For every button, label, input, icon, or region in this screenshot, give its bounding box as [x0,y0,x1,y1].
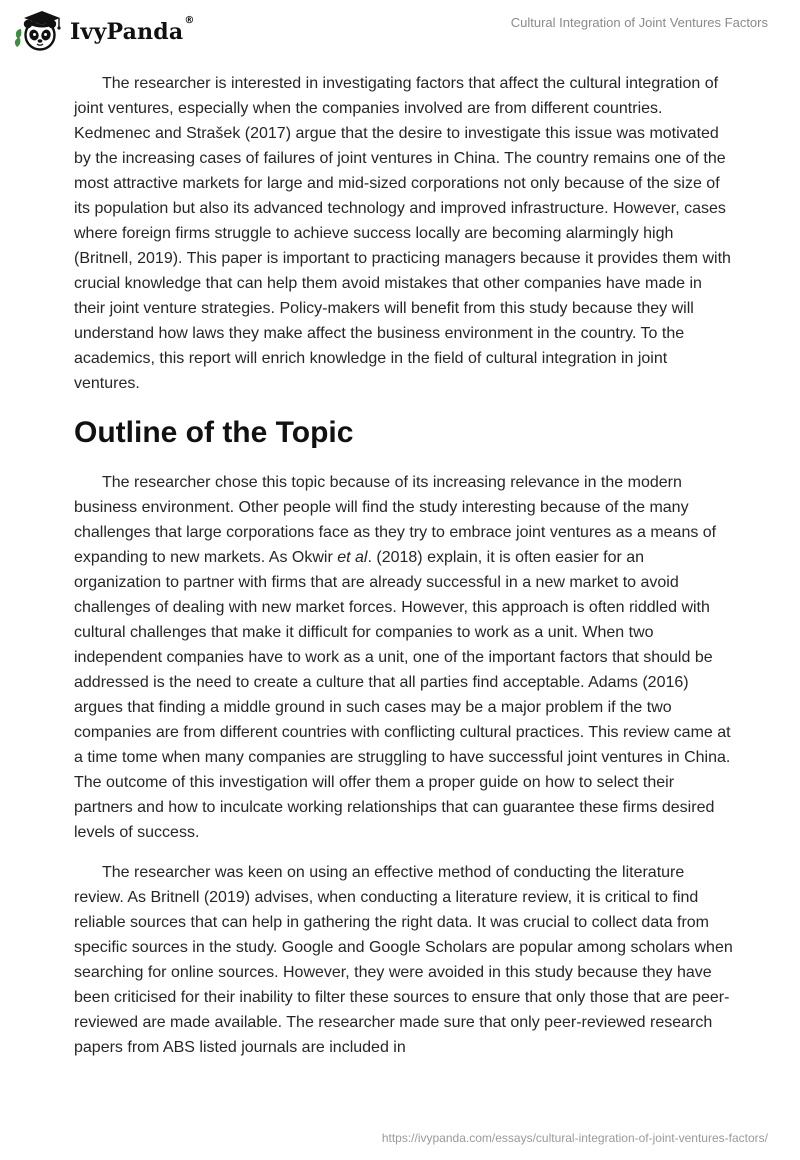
page-header [0,0,800,60]
paragraph-outline-1-text-a: The researcher chose this topic because of its increasing relevance in the modern business environment. Other people will find the study interesting because of the many challenges that large corporations face as they try to embrace joint ventures as a means of expanding to new markets. As Okwir [74,474,717,566]
paragraph-intro: The researcher is interested in investigating factors that affect the cultural integration of joint ventures, especially when the companies involved are from different countries. Kedmenec and Strašek (2017) argue that the desire to investigate this issue was motivated by the increasing cases of failures of joint ventures in China. The country remains one of the most attractive markets for large and mid-sized corporations not only because of the size of its population but also its advanced technology and improved infrastructure. However, cases where foreign firms struggle to achieve success locally are becoming alarmingly high (Britnell, 2019). This paper is important to practicing managers because it provides them with crucial knowledge that can help them avoid mistakes that other companies have made in their joint venture strategies. Policy-makers will benefit from this study because they will understand how laws they make affect the business environment in the country. To the academics, this report will enrich knowledge in the field of cultural integration in joint ventures. [74,75,731,392]
paragraph-outline-2: The researcher was keen on using an effective method of conducting the literature review. As Britnell (2019) advises, when conducting a literature review, it is critical to find reliable sources that can help in gathering the right data. It was crucial to collect data from specific sources in the study. Google and Google Scholars are popular among scholars when searching for online sources. However, they were avoided in this study because they have been criticised for their inability to filter these sources to ensure that only those that are peer-reviewed are made available. The researcher made sure that only peer-reviewed research papers from ABS listed journals are included in [74,864,733,1056]
brand-name-text: IvyPanda [70,19,184,45]
document-title: Cultural Integration of Joint Ventures Factors [510,15,768,30]
essay-body [74,71,734,1075]
source-url[interactable]: https://ivypanda.com/essays/cultural-integration-of-joint-ventures-factors/ [381,1131,768,1145]
section-heading-outline: Outline of the Topic [74,416,354,449]
paragraph-outline-1-italic: et al [337,549,368,566]
ivypanda-logo[interactable] [14,9,195,53]
brand-name [70,15,195,45]
paragraph-outline-1-text-b: . (2018) explain, it is often easier for an organization to partner with firms that are already successful in a new market to avoid challenges of dealing with new market forces. However, this approach is often riddled with cultural challenges that make it difficult for companies to work as a unit. When two independent companies have to work as a unit, one of the important factors that should be addressed is the need to create a culture that all parties find acceptable. Adams (2016) argues that finding a middle ground in such cases may be a major problem if the two companies are from different countries with conflicting cultural practices. This review came at a time tome when many companies are struggling to have successful joint ventures in China. The outcome of this investigation will offer them a proper guide on how to select their partners and how to inculcate working relationships that can guarantee these firms desired levels of success. [74,549,731,841]
paragraph-outline-1 [74,470,734,845]
registered-mark: ® [184,15,195,26]
panda-graduate-logo-icon [14,9,64,53]
